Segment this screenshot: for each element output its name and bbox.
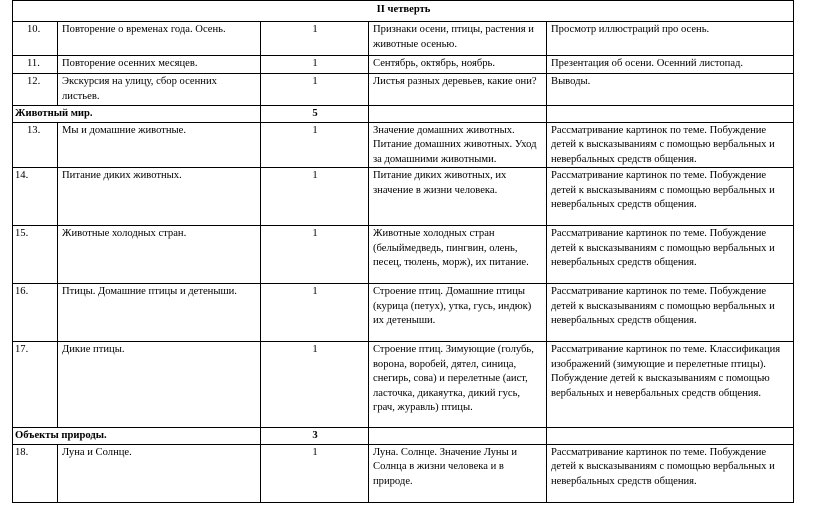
lesson-activity: Выводы. <box>547 74 794 106</box>
lesson-number: 15. <box>13 226 58 284</box>
section-title: Животный мир. <box>13 106 261 123</box>
lesson-number: 17. <box>13 342 58 428</box>
section-title: Объекты природы. <box>13 428 261 445</box>
lesson-hours: 1 <box>261 444 369 502</box>
lesson-activity: Рассматривание картинок по теме. Побуждение детей к высказываниям с помощью вербальных и невербальных средств общения. <box>547 444 794 502</box>
lesson-content: Питание диких животных, их значение в жизни человека. <box>369 168 547 226</box>
lesson-activity: Просмотр иллюстраций про осень. <box>547 22 794 56</box>
table-row <box>13 74 794 106</box>
lesson-content: Луна. Солнце. Значение Луны и Солнца в жизни человека и в природе. <box>369 444 547 502</box>
table-row <box>13 226 794 284</box>
lesson-topic: Экскурсия на улицу, сбор осенних листьев. <box>58 74 261 106</box>
quarter-title: II четверть <box>13 1 794 22</box>
lesson-plan-table <box>12 0 794 503</box>
lesson-hours: 1 <box>261 74 369 106</box>
lesson-content: Признаки осени, птицы, растения и животные осенью. <box>369 22 547 56</box>
lesson-activity: Рассматривание картинок по теме. Классификация изображений (зимующие и перелетные птицы). Побуждение детей к высказываниям с помощью вербальных и невербальных средств общения. <box>547 342 794 428</box>
lesson-hours: 1 <box>261 284 369 342</box>
lesson-activity: Рассматривание картинок по теме. Побуждение детей к высказываниям с помощью вербальных и невербальных средств общения. <box>547 284 794 342</box>
lesson-hours: 1 <box>261 22 369 56</box>
lesson-content: Листья разных деревьев, какие они? <box>369 74 547 106</box>
lesson-content: Животные холодных стран (белыймедведь, пингвин, олень, песец, тюлень, морж), их питание. <box>369 226 547 284</box>
lesson-topic: Дикие птицы. <box>58 342 261 428</box>
lesson-topic: Животные холодных стран. <box>58 226 261 284</box>
lesson-topic: Питание диких животных. <box>58 168 261 226</box>
table-row <box>13 122 794 168</box>
lesson-hours: 1 <box>261 168 369 226</box>
table-row <box>13 22 794 56</box>
table-row <box>13 168 794 226</box>
table-row <box>13 56 794 74</box>
lesson-activity: Рассматривание картинок по теме. Побуждение детей к высказываниям с помощью вербальных и невербальных средств общения. <box>547 226 794 284</box>
lesson-number: 10. <box>13 22 58 56</box>
lesson-topic: Луна и Солнце. <box>58 444 261 502</box>
lesson-topic: Повторение о временах года. Осень. <box>58 22 261 56</box>
lesson-hours: 1 <box>261 226 369 284</box>
lesson-hours: 1 <box>261 122 369 168</box>
lesson-number: 11. <box>13 56 58 74</box>
empty-cell <box>547 428 794 445</box>
lesson-number: 14. <box>13 168 58 226</box>
lesson-number: 16. <box>13 284 58 342</box>
quarter-header-row <box>13 1 794 22</box>
lesson-number: 18. <box>13 444 58 502</box>
section-row <box>13 106 794 123</box>
section-hours: 3 <box>261 428 369 445</box>
empty-cell <box>369 106 547 123</box>
lesson-content: Сентябрь, октябрь, ноябрь. <box>369 56 547 74</box>
lesson-hours: 1 <box>261 342 369 428</box>
table-row <box>13 284 794 342</box>
table-row <box>13 342 794 428</box>
lesson-number: 12. <box>13 74 58 106</box>
lesson-activity: Рассматривание картинок по теме. Побуждение детей к высказываниям с помощью вербальных и невербальных средств общения. <box>547 122 794 168</box>
lesson-content: Значение домашних животных. Питание домашних животных. Уход за домашними животными. <box>369 122 547 168</box>
section-hours: 5 <box>261 106 369 123</box>
lesson-topic: Птицы. Домашние птицы и детеныши. <box>58 284 261 342</box>
lesson-content: Строение птиц. Домашние птицы (курица (петух), утка, гусь, индюк) их детеныши. <box>369 284 547 342</box>
section-row <box>13 428 794 445</box>
lesson-plan-document <box>12 0 793 503</box>
lesson-hours: 1 <box>261 56 369 74</box>
lesson-activity: Рассматривание картинок по теме. Побуждение детей к высказываниям с помощью вербальных и невербальных средств общения. <box>547 168 794 226</box>
lesson-activity: Презентация об осени. Осенний листопад. <box>547 56 794 74</box>
table-row <box>13 444 794 502</box>
lesson-number: 13. <box>13 122 58 168</box>
lesson-topic: Мы и домашние животные. <box>58 122 261 168</box>
empty-cell <box>547 106 794 123</box>
lesson-content: Строение птиц. Зимующие (голубь, ворона, воробей, дятел, синица, снегирь, сова) и перелетные (аист, ласточка, дикаяутка, дикий гусь, грач, журавль) птицы. <box>369 342 547 428</box>
lesson-topic: Повторение осенних месяцев. <box>58 56 261 74</box>
empty-cell <box>369 428 547 445</box>
